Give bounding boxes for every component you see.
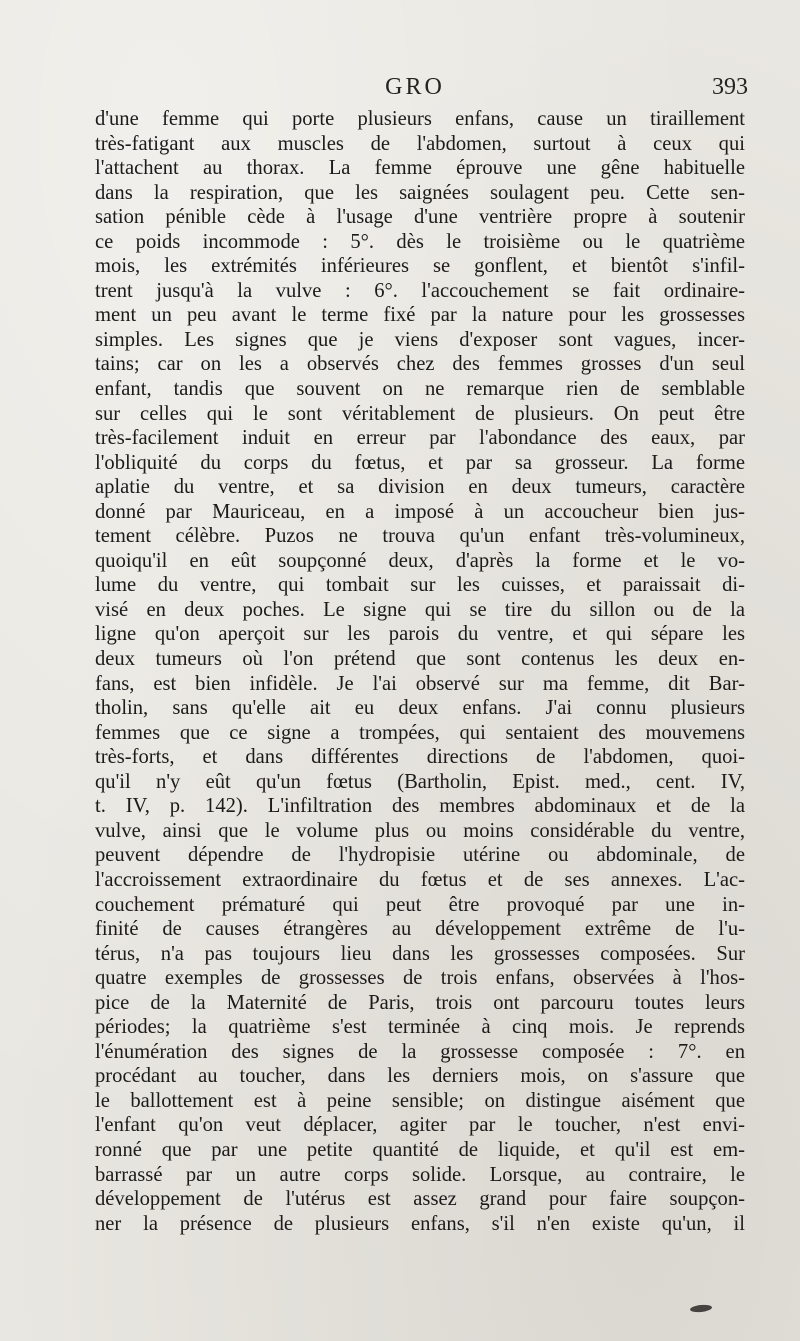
- text-line: finité de causes étrangères au développement extrême de l'u-: [95, 918, 745, 941]
- text-line: qu'il n'y eût qu'un fœtus (Bartholin, Epist. med., cent. IV,: [95, 770, 745, 793]
- text-line: aplatie du ventre, et sa division en deux tumeurs, caractère: [95, 476, 745, 499]
- text-line: peuvent dépendre de l'hydropisie utérine ou abdominale, de: [95, 844, 745, 867]
- text-line: procédant au toucher, dans les derniers mois, on s'assure que: [95, 1065, 745, 1088]
- text-line: tains; car on les a observés chez des femmes grosses d'un seul: [95, 353, 745, 376]
- text-line: l'accroissement extraordinaire du fœtus et de ses annexes. L'ac-: [95, 868, 745, 891]
- text-line: mois, les extrémités inférieures se gonflent, et bientôt s'infil-: [95, 255, 745, 278]
- text-line: ner la présence de plusieurs enfans, s'il n'en existe qu'un, il: [95, 1212, 745, 1235]
- text-line: dans la respiration, que les saignées soulagent peu. Cette sen-: [95, 181, 745, 204]
- text-line: vulve, ainsi que le volume plus ou moins considérable du ventre,: [95, 819, 745, 842]
- text-line: tement célèbre. Puzos ne trouva qu'un enfant très-volumineux,: [95, 525, 745, 548]
- text-line: fans, est bien infidèle. Je l'ai observé sur ma femme, dit Bar-: [95, 672, 745, 695]
- text-line: lume du ventre, qui tombait sur les cuisses, et paraissait di-: [95, 574, 745, 597]
- text-line: visé en deux poches. Le signe qui se tire du sillon ou de la: [95, 598, 745, 621]
- text-line: l'enfant qu'on veut déplacer, agiter par le toucher, n'est envi-: [95, 1114, 745, 1137]
- text-line: donné par Mauriceau, en a imposé à un accoucheur bien jus-: [95, 500, 745, 523]
- text-line: sur celles qui le sont véritablement de plusieurs. On peut être: [95, 402, 745, 425]
- text-line: pice de la Maternité de Paris, trois ont parcouru toutes leurs: [95, 991, 745, 1014]
- text-line: sation pénible cède à l'usage d'une ventrière propre à soutenir: [95, 206, 745, 229]
- ink-smudge: [690, 1304, 713, 1313]
- text-line: ronné que par une petite quantité de liquide, et qu'il est em-: [95, 1138, 745, 1161]
- text-line: deux tumeurs où l'on prétend que sont contenus les deux en-: [95, 648, 745, 671]
- text-line: très-forts, et dans différentes directions de l'abdomen, quoi-: [95, 746, 745, 769]
- text-line: quatre exemples de grossesses de trois enfans, observées à l'hos-: [95, 967, 745, 990]
- text-line: ligne qu'on aperçoit sur les parois du ventre, et qui sépare les: [95, 623, 745, 646]
- text-line: très-fatigant aux muscles de l'abdomen, surtout à ceux qui: [95, 132, 745, 155]
- text-line: l'obliquité du corps du fœtus, et par sa grosseur. La forme: [95, 451, 745, 474]
- text-line: simples. Les signes que je viens d'exposer sont vagues, incer-: [95, 328, 745, 351]
- body-text: [95, 107, 745, 1236]
- text-line: développement de l'utérus est assez grand pour faire soupçon-: [95, 1188, 745, 1211]
- text-line: enfant, tandis que souvent on ne remarque rien de semblable: [95, 378, 745, 401]
- text-line: d'une femme qui porte plusieurs enfans, cause un tiraillement: [95, 108, 745, 130]
- text-line: barrassé par un autre corps solide. Lorsque, au contraire, le: [95, 1163, 745, 1186]
- text-line: ce poids incommode : 5°. dès le troisième ou le quatrième: [95, 230, 745, 253]
- text-line: très-facilement induit en erreur par l'abondance des eaux, par: [95, 427, 745, 450]
- text-line: t. IV, p. 142). L'infiltration des membres abdominaux et de la: [95, 795, 745, 818]
- running-title: GRO: [385, 74, 445, 100]
- text-line: ment un peu avant le terme fixé par la nature pour les grossesses: [95, 304, 745, 327]
- text-line: tholin, sans qu'elle ait eu deux enfans. J'ai connu plusieurs: [95, 697, 745, 720]
- page-number: 393: [712, 74, 748, 100]
- text-line: térus, n'a pas toujours lieu dans les grossesses composées. Sur: [95, 942, 745, 965]
- text-line: trent jusqu'à la vulve : 6°. l'accouchement se fait ordinaire-: [95, 279, 745, 302]
- text-line: l'attachent au thorax. La femme éprouve une gêne habituelle: [95, 157, 745, 180]
- running-head: [90, 74, 748, 108]
- text-line: l'énumération des signes de la grossesse composée : 7°. en: [95, 1040, 745, 1063]
- text-line: périodes; la quatrième s'est terminée à cinq mois. Je reprends: [95, 1016, 745, 1039]
- text-line: femmes que ce signe a trompées, qui sentaient des mouvemens: [95, 721, 745, 744]
- text-line: quoiqu'il en eût soupçonné deux, d'après la forme et le vo-: [95, 549, 745, 572]
- text-line: le ballottement est à peine sensible; on distingue aisément que: [95, 1089, 745, 1112]
- text-line: couchement prématuré qui peut être provoqué par une in-: [95, 893, 745, 916]
